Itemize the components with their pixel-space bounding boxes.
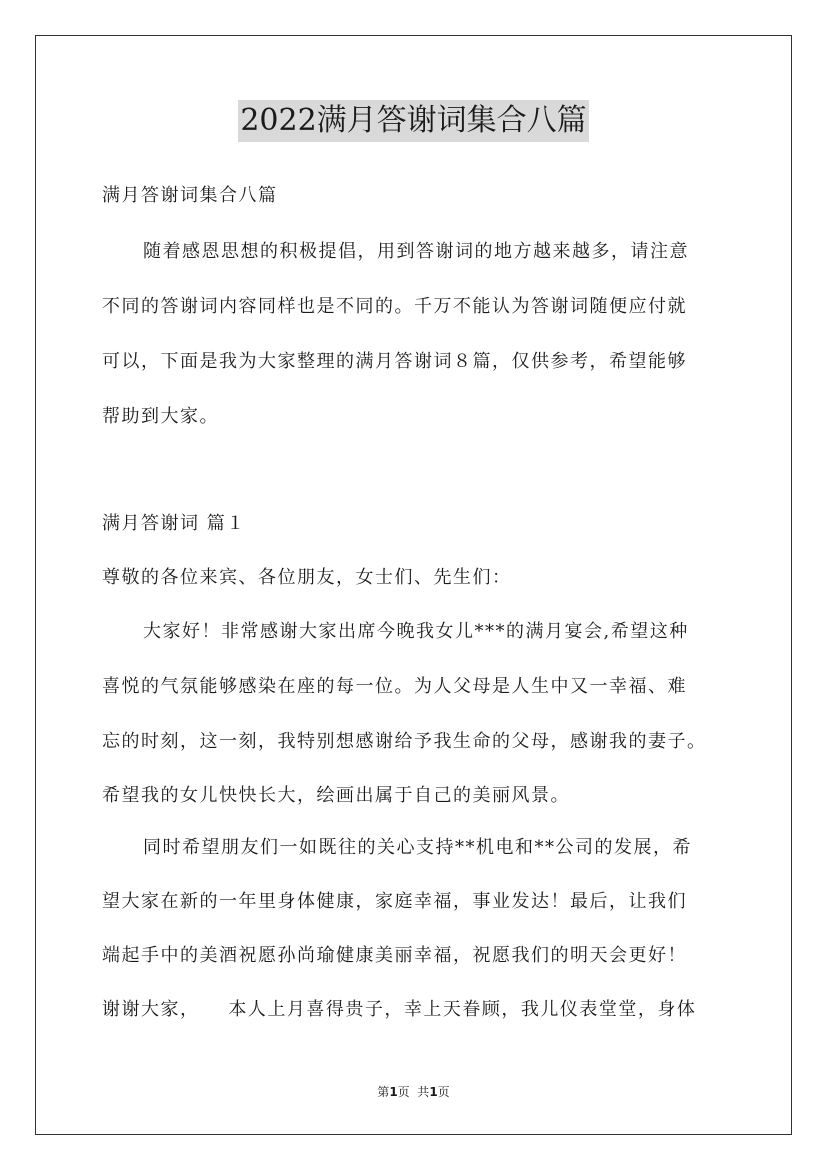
para2-line-4: 谢谢大家， 本人上月喜得贵子，幸上天眷顾，我儿仪表堂堂，身体 bbox=[102, 999, 697, 1020]
para2-line-3: 端起手中的美酒祝愿孙尚瑜健康美丽幸福，祝愿我们的明天会更好！ bbox=[102, 945, 687, 966]
para2-line-2: 望大家在新的一年里身体健康，家庭幸福，事业发达！最后，让我们 bbox=[102, 891, 687, 912]
footer-prefix: 第 bbox=[377, 1085, 390, 1099]
document-title: 2022满月答谢词集合八篇 bbox=[238, 100, 588, 142]
intro-line-3: 可以，下面是我为大家整理的满月答谢词８篇，仅供参考，希望能够 bbox=[102, 351, 687, 372]
para1-line-4: 希望我的女儿快快长大，绘画出属于自己的美丽风景。 bbox=[102, 785, 570, 806]
para2-line-1: 同时希望朋友们一如既往的关心支持**机电和**公司的发展，希 bbox=[143, 837, 692, 858]
section-heading: 满月答谢词 篇１ bbox=[102, 513, 246, 534]
footer-mid: 页 共 bbox=[397, 1085, 430, 1099]
footer-page-number: 1 bbox=[389, 1085, 398, 1099]
footer-page-total: 1 bbox=[429, 1085, 438, 1099]
title-container bbox=[0, 100, 827, 142]
greeting: 尊敬的各位来宾、各位朋友，女士们、先生们： bbox=[102, 567, 512, 588]
subtitle: 满月答谢词集合八篇 bbox=[102, 185, 278, 206]
para1-line-1: 大家好！非常感谢大家出席今晚我女儿***的满月宴会,希望这种 bbox=[143, 621, 689, 642]
intro-line-2: 不同的答谢词内容同样也是不同的。千万不能认为答谢词随便应付就 bbox=[102, 296, 687, 317]
page-footer bbox=[0, 1083, 827, 1100]
intro-line-1: 随着感恩思想的积极提倡，用到答谢词的地方越来越多，请注意 bbox=[143, 241, 689, 262]
intro-line-4: 帮助到大家。 bbox=[102, 406, 219, 427]
para1-line-2: 喜悦的气氛能够感染在座的每一位。为人父母是人生中又一幸福、难 bbox=[102, 676, 687, 697]
footer-suffix: 页 bbox=[437, 1085, 450, 1099]
para1-line-3: 忘的时刻，这一刻，我特别想感谢给予我生命的父母，感谢我的妻子。 bbox=[102, 731, 707, 752]
